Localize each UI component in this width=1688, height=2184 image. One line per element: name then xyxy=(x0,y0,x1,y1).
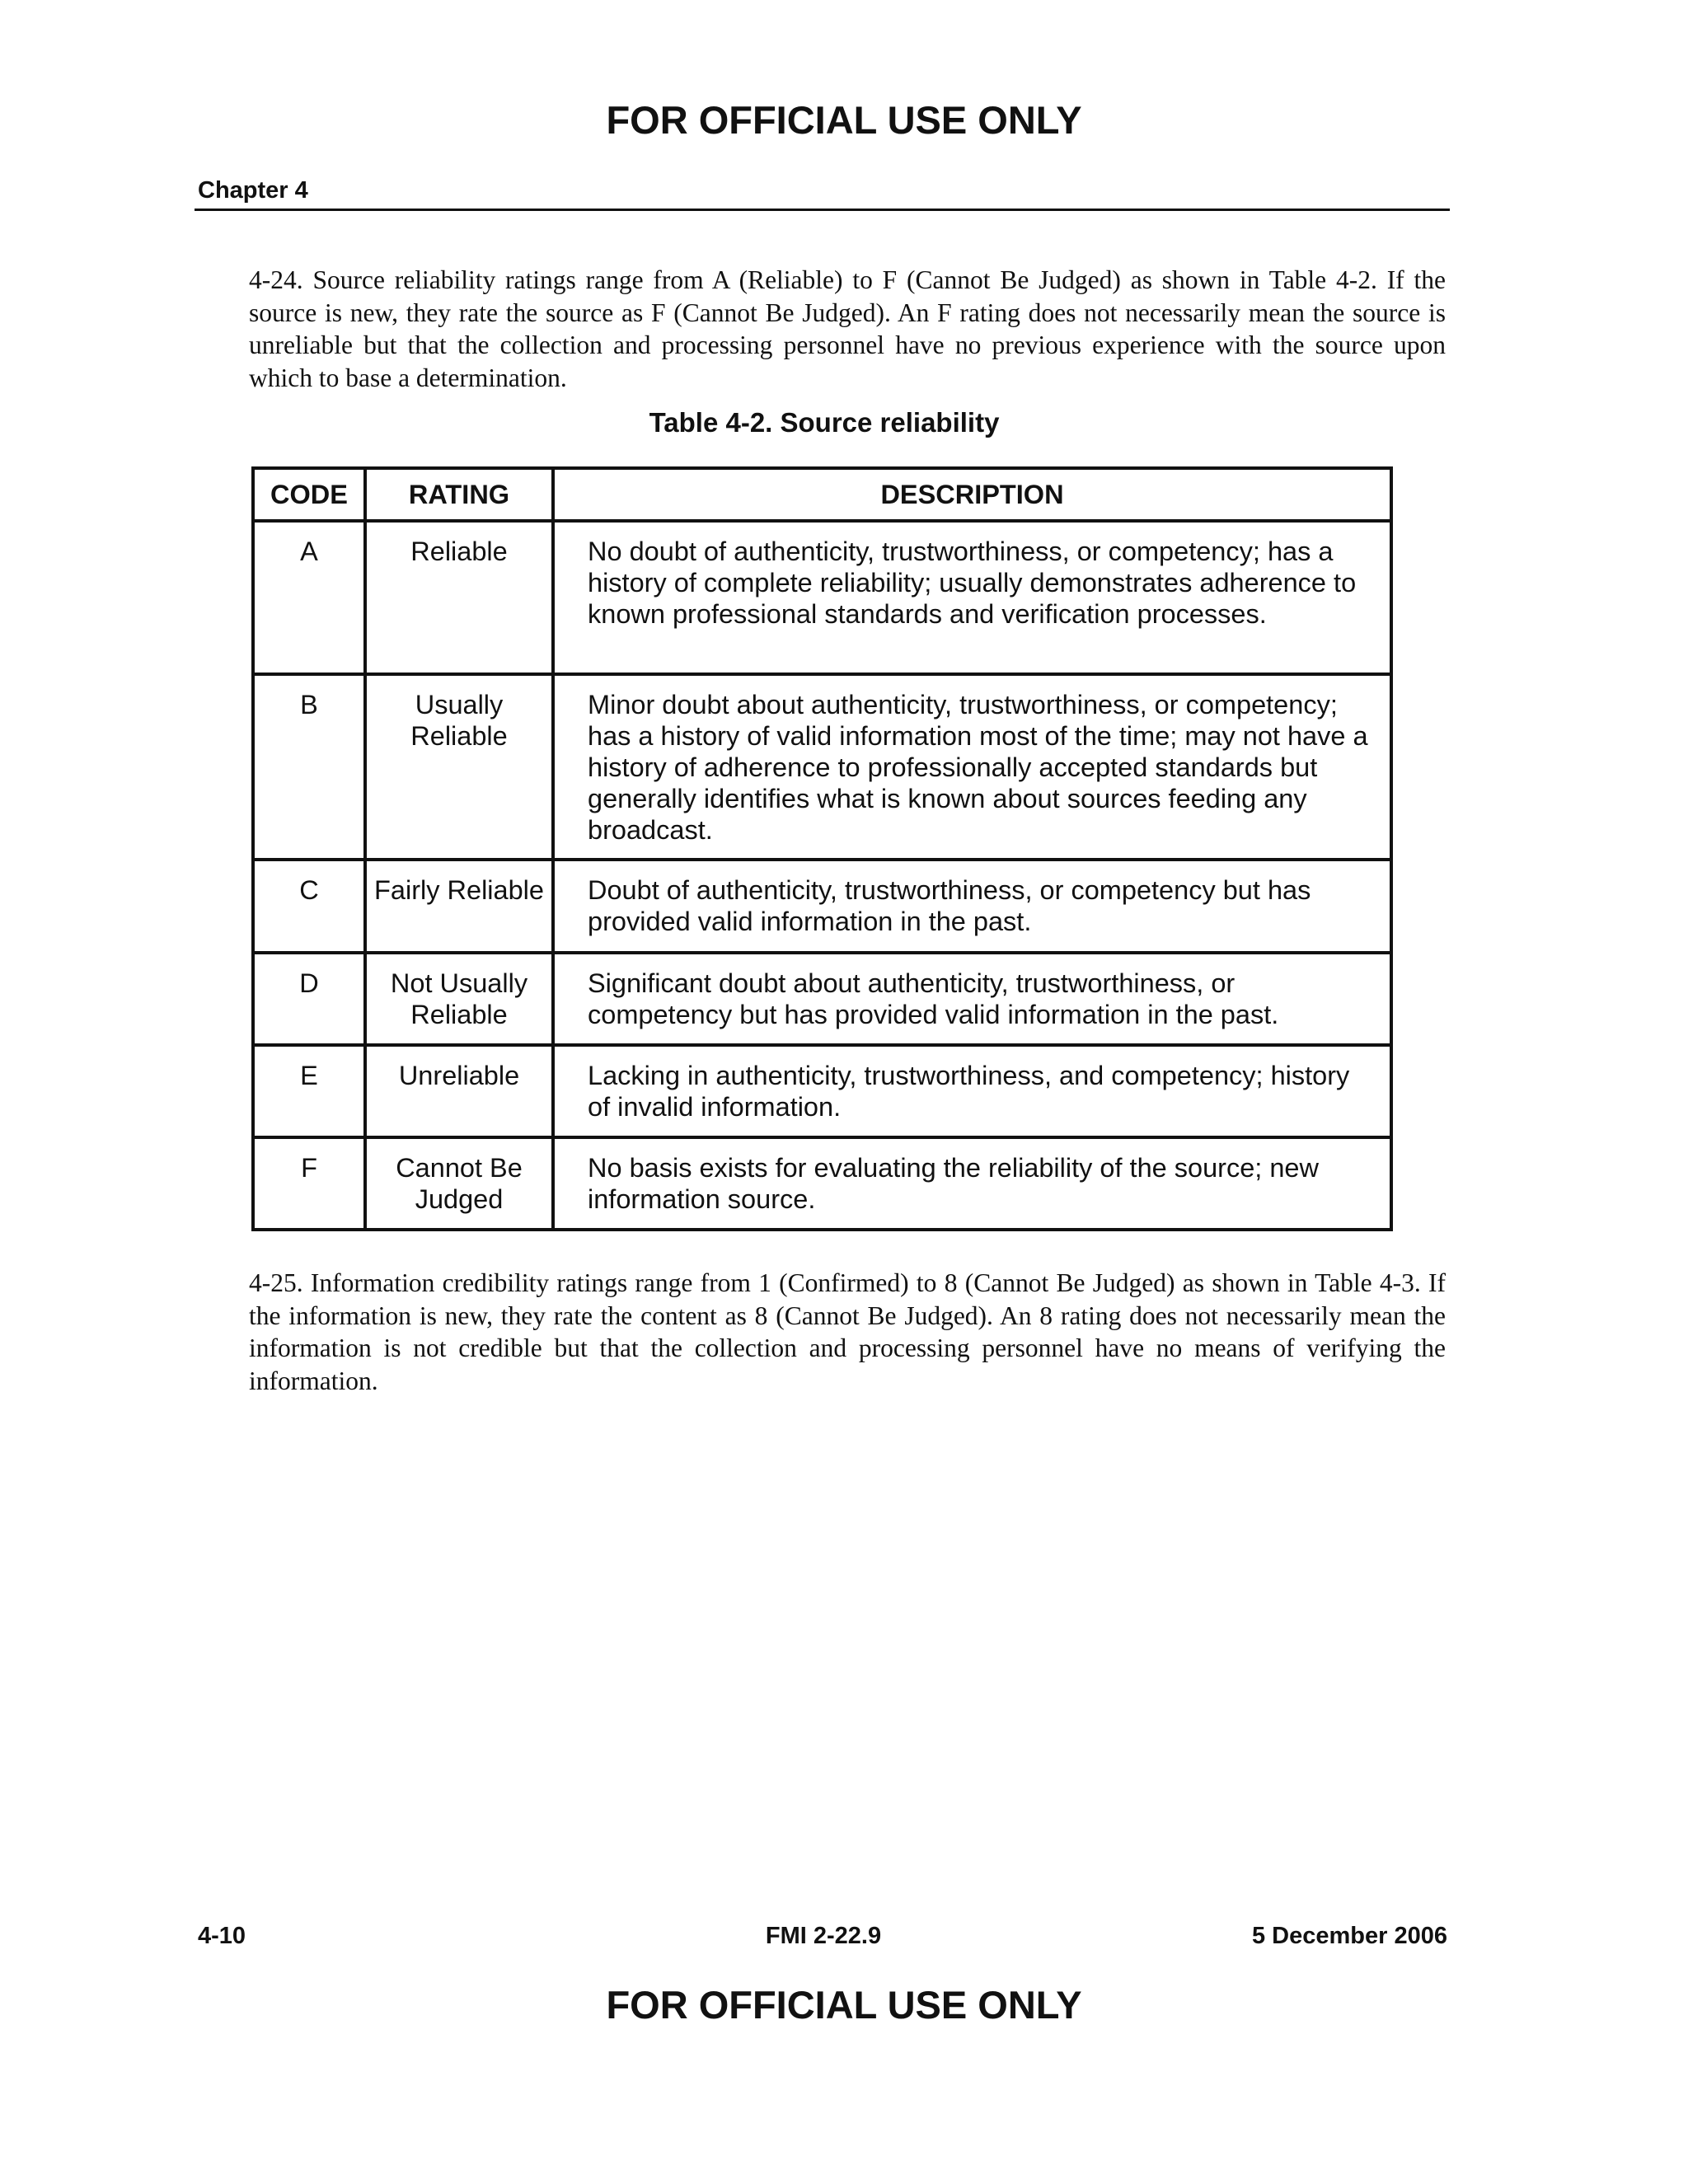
cell-rating: Usually Reliable xyxy=(365,674,553,860)
header-description: DESCRIPTION xyxy=(553,468,1391,521)
table-row xyxy=(253,521,1391,674)
table-row xyxy=(253,674,1391,860)
cell-rating: Fairly Reliable xyxy=(365,860,553,952)
classification-marking-bottom: FOR OFFICIAL USE ONLY xyxy=(606,1983,1082,2027)
cell-code: D xyxy=(253,953,365,1045)
header-rating: RATING xyxy=(365,468,553,521)
cell-description: No basis exists for evaluating the reliability of the source; new information source. xyxy=(553,1137,1391,1230)
cell-rating: Unreliable xyxy=(365,1045,553,1137)
cell-description: Doubt of authenticity, trustworthiness, or competency but has provided valid information in the past. xyxy=(553,860,1391,952)
publication-id: FMI 2-22.9 xyxy=(765,1923,882,1949)
cell-code: E xyxy=(253,1045,365,1137)
table-row xyxy=(253,1137,1391,1230)
publication-date: 5 December 2006 xyxy=(1252,1923,1447,1949)
classification-marking-top: FOR OFFICIAL USE ONLY xyxy=(606,98,1082,142)
paragraph-4-25: 4-25. Information credibility ratings range from 1 (Confirmed) to 8 (Cannot Be Judged) as shown in Table 4-3. If the information is new, they rate the content as 8 (Cannot Be Judged). An 8 rating does not necessarily mean the information is not credible but that the collection and processing personnel have no means of verifying the information. xyxy=(249,1268,1446,1395)
cell-code: C xyxy=(253,860,365,952)
cell-description: Significant doubt about authenticity, trustworthiness, or competency but has provided valid information in the past. xyxy=(553,953,1391,1045)
cell-code: A xyxy=(253,521,365,674)
cell-description: Minor doubt about authenticity, trustworthiness, or competency; has a history of valid information most of the time; may not have a history of adherence to professionally accepted standards but generally identifies what is known about sources feeding any broadcast. xyxy=(553,674,1391,860)
cell-description: Lacking in authenticity, trustworthiness, and competency; history of invalid information. xyxy=(553,1045,1391,1137)
cell-code: F xyxy=(253,1137,365,1230)
table-row xyxy=(253,1045,1391,1137)
paragraph-4-24: 4-24. Source reliability ratings range from A (Reliable) to F (Cannot Be Judged) as shown in Table 4-2. If the source is new, they rate the source as F (Cannot Be Judged). An F rating does not necessarily mean the source is unreliable but that the collection and processing personnel have no previous experience with the source upon which to base a determination. xyxy=(249,265,1446,392)
cell-rating: Reliable xyxy=(365,521,553,674)
header-code: CODE xyxy=(253,468,365,521)
cell-description: No doubt of authenticity, trustworthiness, or competency; has a history of complete reliability; usually demonstrates adherence to known professional standards and verification processes. xyxy=(553,521,1391,674)
page-number: 4-10 xyxy=(198,1923,246,1949)
source-reliability-table xyxy=(251,466,1393,1231)
table-header-row xyxy=(253,468,1391,521)
table-row xyxy=(253,860,1391,952)
cell-code: B xyxy=(253,674,365,860)
chapter-label: Chapter 4 xyxy=(198,177,308,204)
cell-rating: Not Usually Reliable xyxy=(365,953,553,1045)
cell-rating: Cannot Be Judged xyxy=(365,1137,553,1230)
table-row xyxy=(253,953,1391,1045)
header-rule xyxy=(195,209,1450,211)
table-title: Table 4-2. Source reliability xyxy=(649,407,1000,438)
